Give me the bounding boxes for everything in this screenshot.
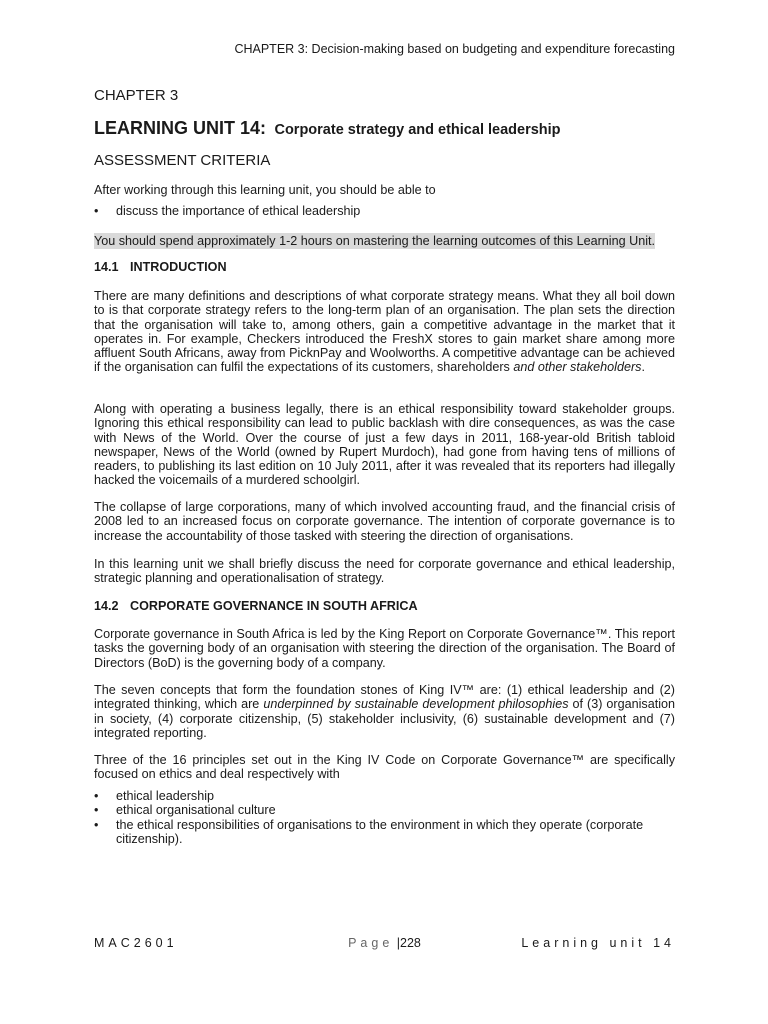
ethics-principles-list bbox=[94, 789, 675, 846]
intro-paragraph-2: Along with operating a business legally, there is an ethical responsibility toward stakeholder groups. Ignoring this ethical responsibility can lead to public backlash with dire consequences, as was the case with News of the World. Over the course of just a few days in 2011, 168-year-old British tabloid newspaper, News of the World (owned by Rupert Murdoch), had gone from having tens of millions of readers, to publishing its last edition on 10 July 2011, after it was revealed that its reporters had illegally hacked the voicemails of a murdered schoolgirl. bbox=[94, 402, 675, 488]
assessment-bullet-list bbox=[94, 204, 675, 218]
section-number: 14.2 bbox=[94, 599, 119, 613]
italic-text: and other stakeholders bbox=[513, 360, 642, 375]
paragraph-text: There are many definitions and descriptions of what corporate strategy means. What they all boil down to is that corporate strategy refers to the long-term plan of an organisation. The plan sets the direction that the organisation will take to, among others, gain a competitive advantage in the market that it operates in. For example, Checkers introduced the FreshX stores to gain market share among more affluent South Africans, away from PicknPay and Woolworths. A competitive advantage can be achieved if the organisation can fulfil the expectations of its customers, shareholders bbox=[94, 289, 675, 375]
time-note: You should spend approximately 1-2 hours on mastering the learning outcomes of this Learning Unit. bbox=[94, 234, 655, 248]
running-header: CHAPTER 3: Decision-making based on budgeting and expenditure forecasting bbox=[234, 42, 675, 56]
governance-paragraph-2 bbox=[94, 683, 675, 740]
unit-label: Learning unit 14 bbox=[521, 936, 675, 950]
paragraph-end: . bbox=[641, 360, 645, 375]
governance-paragraph-1: Corporate governance in South Africa is led by the King Report on Corporate Governance™. This report tasks the governing body of an organisation with steering the direction of the organisation. The Board of Directors (BoD) is the governing body of a company. bbox=[94, 627, 675, 670]
paragraph-end: of (3) organisation in society, (4) corporate citizenship, (5) stakeholder inclusivity, (6) sustainable development and (7) integrated reporting. bbox=[94, 697, 676, 740]
section-title: INTRODUCTION bbox=[130, 260, 227, 274]
list-item: • ethical organisational culture bbox=[94, 803, 675, 817]
page-word: Page bbox=[348, 936, 394, 950]
learning-unit-title bbox=[94, 118, 561, 139]
list-item: • ethical leadership bbox=[94, 789, 675, 803]
intro-paragraph-3: The collapse of large corporations, many of which involved accounting fraud, and the financial crisis of 2008 led to an increased focus on corporate governance. The intention of corporate governance is to increase the accountability of those tasked with steering the direction of organisations. bbox=[94, 500, 675, 543]
list-item: • discuss the importance of ethical leadership bbox=[94, 204, 675, 218]
list-item: • the ethical responsibilities of organisations to the environment in which they operate (corporate citizenship). bbox=[94, 818, 675, 847]
page-separator: | bbox=[396, 936, 401, 950]
section-title: CORPORATE GOVERNANCE IN SOUTH AFRICA bbox=[130, 599, 418, 613]
page-number: 228 bbox=[400, 936, 421, 950]
section-number: 14.1 bbox=[94, 260, 119, 274]
italic-text: underpinned by sustainable development philosophies bbox=[263, 697, 569, 712]
assessment-intro: After working through this learning unit, you should be able to bbox=[94, 183, 436, 197]
time-note-row bbox=[94, 232, 675, 250]
module-code: MAC2601 bbox=[94, 936, 178, 950]
assessment-heading: ASSESSMENT CRITERIA bbox=[94, 152, 271, 169]
section-heading-corporate-governance bbox=[94, 599, 675, 613]
chapter-label: CHAPTER 3 bbox=[94, 87, 179, 104]
intro-paragraph-4: In this learning unit we shall briefly discuss the need for corporate governance and ethical leadership, strategic planning and operationalisation of strategy. bbox=[94, 557, 675, 586]
paragraph-text: The seven concepts that form the foundation stones of King IV™ are: (1) ethical leadership and (2) integrated thinking, which are bbox=[94, 683, 675, 712]
governance-paragraph-3: Three of the 16 principles set out in the King IV Code on Corporate Governance™ are specifically focused on ethics and deal respectively with bbox=[94, 753, 675, 782]
intro-paragraph-1 bbox=[94, 289, 675, 375]
learning-unit-label: LEARNING UNIT 14: bbox=[94, 118, 267, 138]
learning-unit-name: Corporate strategy and ethical leadership bbox=[274, 122, 561, 138]
section-heading-introduction bbox=[94, 260, 675, 274]
